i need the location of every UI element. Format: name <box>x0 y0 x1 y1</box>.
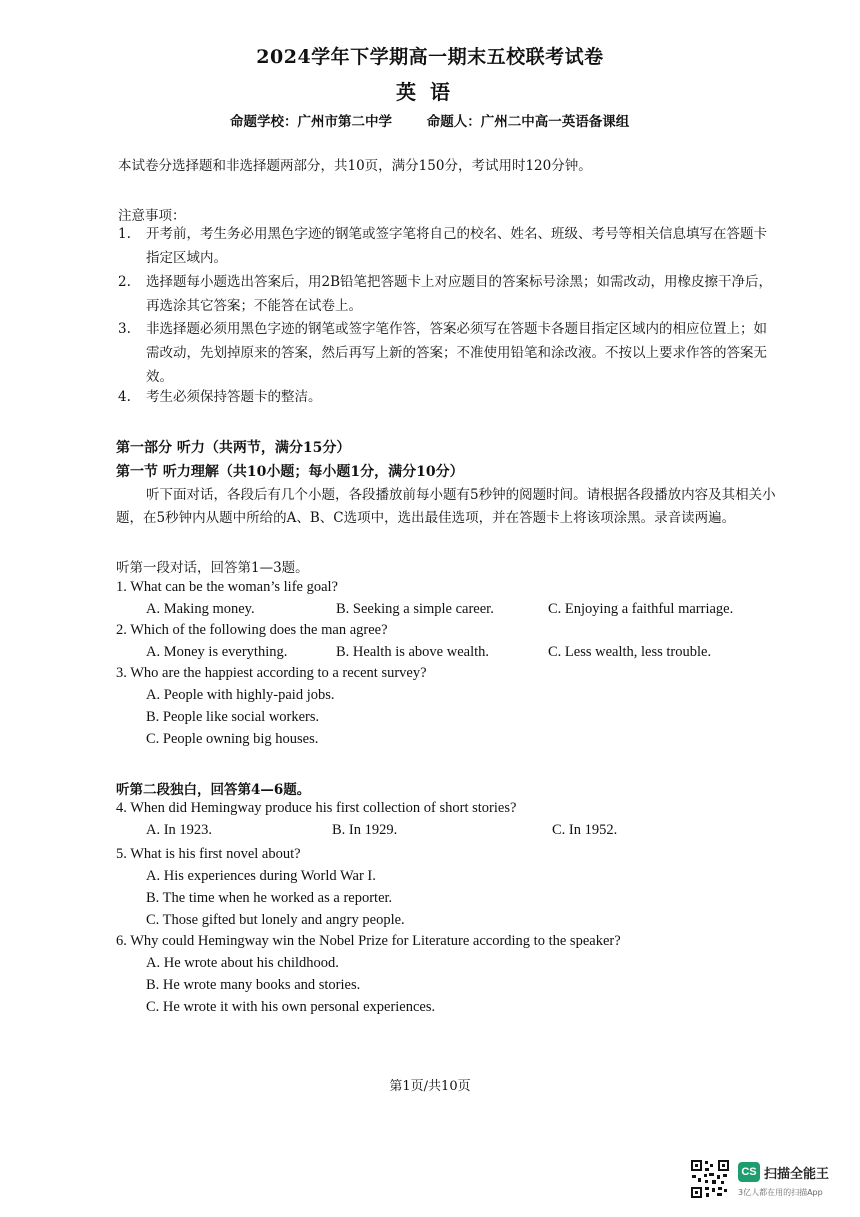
notice-item: 4. 考生必须保持答题卡的整洁。 <box>118 389 322 405</box>
question-stem: 4. When did Hemingway produce his first collection of short stories? <box>116 800 517 816</box>
option-b: B. Health is above wealth. <box>336 644 490 660</box>
option-c: C. Enjoying a faithful marriage. <box>548 601 734 617</box>
option-b: B. He wrote many books and stories. <box>146 977 361 993</box>
exam-meta <box>230 110 659 130</box>
option-c: C. He wrote it with his own personal experiences. <box>146 999 436 1015</box>
scanner-app-name: 扫描全能王 <box>764 1167 830 1182</box>
section1-heading: 第一节 听力理解（共10小题；每小题1分，满分10分） <box>116 464 464 480</box>
option-b: B. In 1929. <box>332 822 398 838</box>
author-label: 命题人：广州二中高一英语备课组 <box>426 114 630 130</box>
notice-item: 3. 非选择题必须用黑色字迹的钢笔或签字笔作答，答案必须写在答题卡各题目指定区域内的相应位置上；如需改动，先划掉原来的答案，然后再写上新的答案；不准使用铅笔和涂改液。不按以上要求作答的答案无效。 <box>118 321 767 385</box>
option-a: A. Money is everything. <box>146 644 288 660</box>
directions-text: 听下面对话，各段后有几个小题，各段播放前每小题有5秒钟的阅题时间。请根据各段播放内容及其相关小题，在5秒钟内从题中所给的A、B、C选项中，选出最佳选项，并在答题卡上将该项涂黑。录音读两遍。 <box>116 487 776 526</box>
option-a: A. In 1923. <box>146 822 213 838</box>
intro-text: 本试卷分选择题和非选择题两部分，共10页，满分150分，考试用时120分钟。 <box>118 158 592 174</box>
notice-item: 1. 开考前，考生务必用黑色字迹的钢笔或签字笔将自己的校名、姓名、班级、考号等相关信息填写在答题卡指定区域内。 <box>118 226 767 266</box>
scanner-tagline: 3亿人都在用的扫描App <box>738 1188 823 1197</box>
question-stem: 2. Which of the following does the man agree? <box>116 622 388 638</box>
option-a: A. People with highly-paid jobs. <box>146 687 335 703</box>
notice-item: 2. 选择题每小题选出答案后，用2B铅笔把答题卡上对应题目的答案标号涂黑；如需改动，用橡皮擦干净后，再选涂其它答案；不能答在试卷上。 <box>118 274 773 314</box>
school-label: 命题学校：广州市第二中学 <box>230 114 392 130</box>
page-number: 第1页/共10页 <box>389 1079 471 1094</box>
option-b: B. People like social workers. <box>146 709 320 725</box>
qr-code-icon <box>690 1159 730 1199</box>
group2-instruction: 听第二段独白，回答第4—6题。 <box>116 782 311 798</box>
option-a: A. Making money. <box>146 601 255 617</box>
option-c: C. People owning big houses. <box>146 731 319 747</box>
group1-instruction: 听第一段对话，回答第1—3题。 <box>116 560 309 576</box>
option-a: A. He wrote about his childhood. <box>146 955 339 971</box>
option-b: B. The time when he worked as a reporter. <box>146 890 393 906</box>
question-stem: 3. Who are the happiest according to a recent survey? <box>116 665 427 681</box>
exam-title: 2024学年下学期高一期末五校联考试卷 <box>256 46 604 68</box>
part1-heading: 第一部分 听力（共两节，满分15分） <box>116 440 351 456</box>
option-a: A. His experiences during World War I. <box>146 868 376 884</box>
option-c: C. Less wealth, less trouble. <box>548 644 712 660</box>
exam-subject: 英语 <box>396 80 464 104</box>
question-stem: 6. Why could Hemingway win the Nobel Prize for Literature according to the speaker? <box>116 933 621 949</box>
question-stem: 5. What is his first novel about? <box>116 846 301 862</box>
option-c: C. Those gifted but lonely and angry people. <box>146 912 405 928</box>
camscanner-logo-icon: CS <box>738 1162 760 1182</box>
question-stem: 1. What can be the woman’s life goal? <box>116 579 338 595</box>
option-b: B. Seeking a simple career. <box>336 601 494 617</box>
notice-heading: 注意事项： <box>118 208 186 224</box>
option-c: C. In 1952. <box>552 822 618 838</box>
